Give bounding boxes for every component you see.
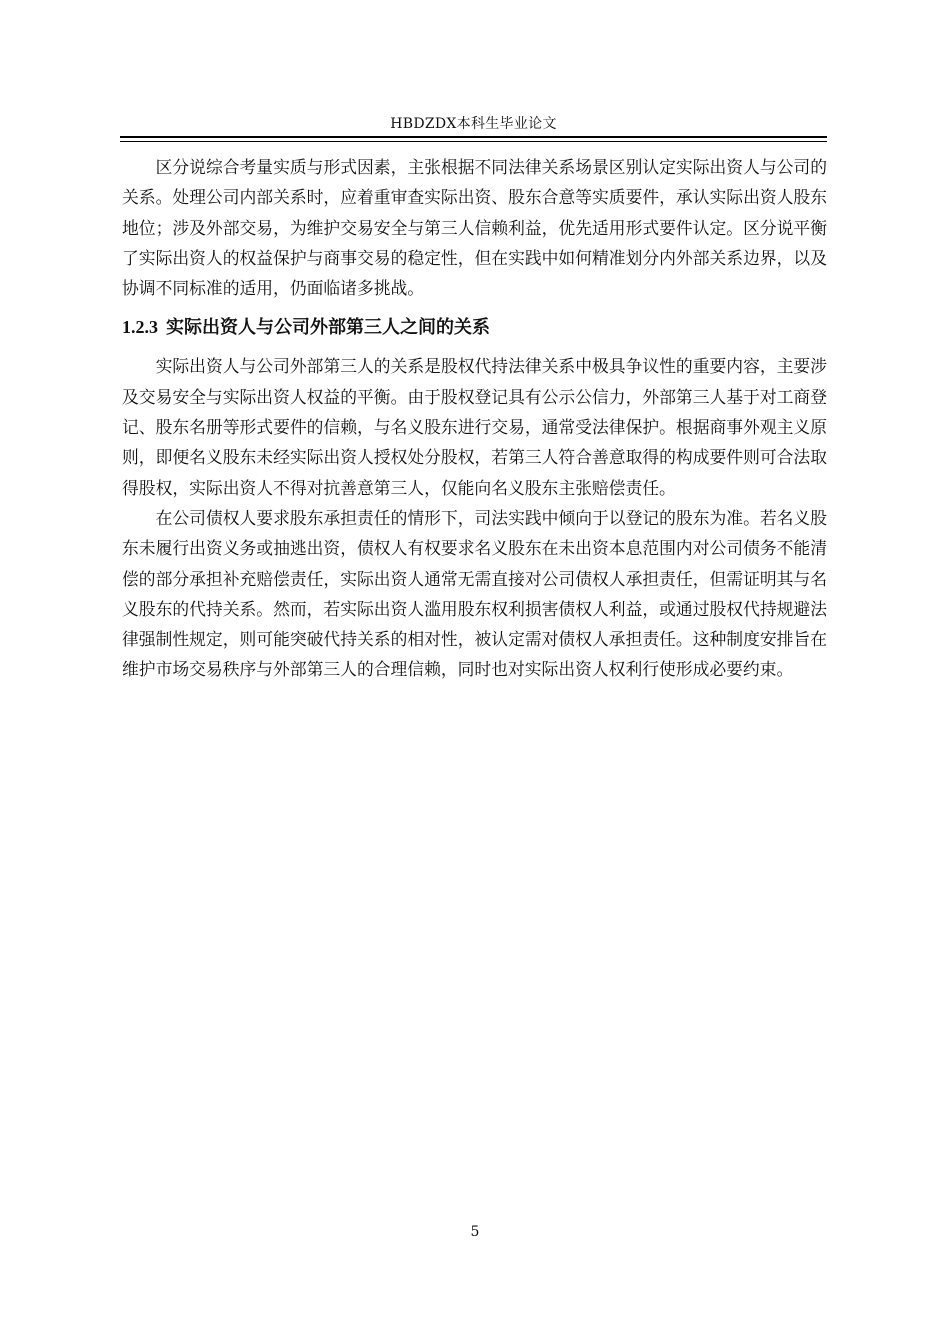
running-header: HBDZDX本科生毕业论文 bbox=[390, 116, 557, 132]
page-body bbox=[122, 152, 827, 685]
section-number: 1.2.3 bbox=[122, 317, 158, 338]
header-rule-thick bbox=[120, 136, 827, 138]
header-rule-thin bbox=[120, 141, 827, 142]
page-number: 5 bbox=[470, 1224, 480, 1240]
body-paragraph: 区分说综合考量实质与形式因素，主张根据不同法律关系场景区别认定实际出资人与公司的关系。处理公司内部关系时，应着重审查实际出资、股东合意等实质要件，承认实际出资人股东地位；涉及外部交易，为维护交易安全与第三人信赖利益，优先适用形式要件认定。区分说平衡了实际出资人的权益保护与商事交易的稳定性，但在实践中如何精准划分内外部关系边界，以及协调不同标准的适用，仍面临诸多挑战。 bbox=[122, 157, 827, 299]
section-title: 实际出资人与公司外部第三人之间的关系 bbox=[166, 317, 490, 339]
body-paragraph: 实际出资人与公司外部第三人的关系是股权代持法律关系中极具争议性的重要内容，主要涉及交易安全与实际出资人权益的平衡。由于股权登记具有公示公信力，外部第三人基于对工商登记、股东名册等形式要件的信赖，与名义股东进行交易，通常受法律保护。根据商事外观主义原则，即便名义股东未经实际出资人授权处分股权，若第三人符合善意取得的构成要件则可合法取得股权，实际出资人不得对抗善意第三人，仅能向名义股东主张赔偿责任。 bbox=[122, 356, 827, 498]
body-paragraph: 在公司债权人要求股东承担责任的情形下，司法实践中倾向于以登记的股东为准。若名义股东未履行出资义务或抽逃出资，债权人有权要求名义股东在未出资本息范围内对公司债务不能清偿的部分承担补充赔偿责任，实际出资人通常无需直接对公司债权人承担责任，但需证明其与名义股东的代持关系。然而，若实际出资人滥用股东权利损害债权人利益，或通过股权代持规避法律强制性规定，则可能突破代持关系的相对性，被认定需对债权人承担责任。这种制度安排旨在维护市场交易秩序与外部第三人的合理信赖，同时也对实际出资人权利行使形成必要约束。 bbox=[122, 507, 827, 680]
section-heading bbox=[122, 312, 827, 343]
